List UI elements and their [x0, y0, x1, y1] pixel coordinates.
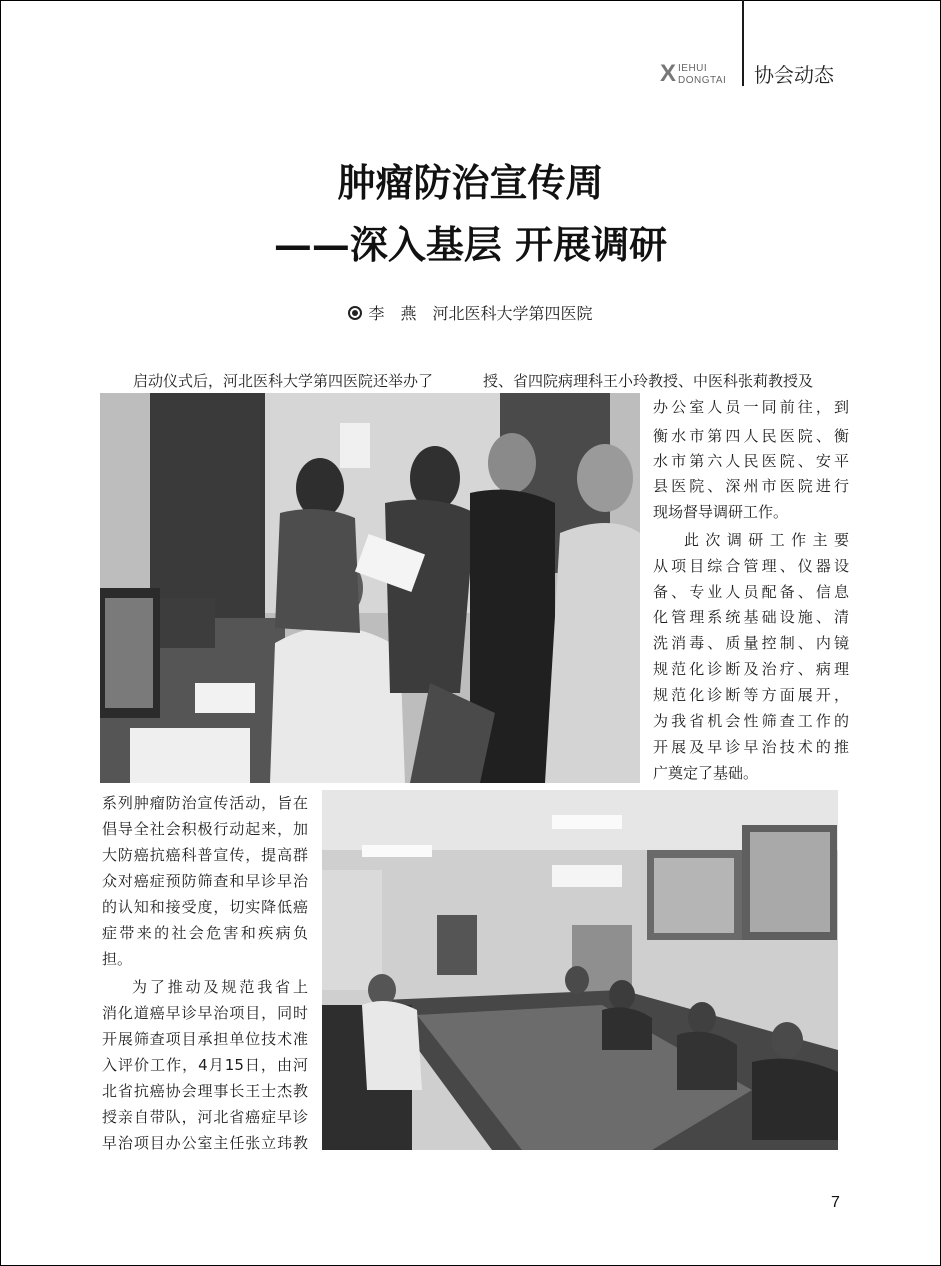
left-col-line: 北省抗癌协会理事长王士杰教	[102, 1082, 308, 1100]
article-title: 肿瘤防治宣传周	[337, 160, 604, 205]
left-col-line: 倡导全社会积极行动起来，加	[102, 820, 308, 838]
right-col-line: 备、专业人员配备、信息	[653, 583, 849, 601]
page-number: 7	[831, 1194, 840, 1211]
section-name: 协会动态	[754, 63, 834, 87]
right-col-line: 化管理系统基础设施、清	[653, 608, 849, 626]
left-col-line: 入评价工作，4月15日，由河	[102, 1056, 308, 1074]
left-col-line: 症带来的社会危害和疾病负	[102, 924, 308, 942]
byline	[0, 303, 941, 325]
left-col-line: 为了推动及规范我省上	[132, 978, 308, 996]
article-subtitle: ——深入基层 开展调研	[273, 222, 668, 267]
right-col-line: 开展及早诊早治技术的推	[653, 738, 849, 756]
left-col-line: 早治项目办公室主任张立玮教	[102, 1134, 308, 1152]
right-col-line: 规范化诊断及治疗、病理	[653, 660, 849, 678]
intro-line: 启动仪式后，河北医科大学第四医院还举办了	[133, 372, 434, 390]
right-col-line: 现场督导调研工作。	[653, 503, 789, 521]
logo-letter: X	[660, 60, 677, 87]
right-col-line: 衡水市第四人民医院、衡	[653, 427, 849, 445]
left-col-line: 系列肿瘤防治宣传活动，旨在	[102, 794, 308, 812]
meeting-photo	[322, 790, 838, 1150]
right-col-line: 广奠定了基础。	[653, 764, 759, 782]
left-col-line: 众对癌症预防筛查和早诊早治	[102, 872, 308, 890]
byline-text: 李 燕 河北医科大学第四医院	[368, 304, 593, 323]
left-col-line: 担。	[102, 950, 133, 968]
right-col-line: 规范化诊断等方面展开，	[653, 686, 849, 704]
right-col-line: 洗消毒、质量控制、内镜	[653, 634, 849, 652]
left-col-line: 消化道癌早诊早治项目，同时	[102, 1004, 308, 1022]
inspection-photo-graphic	[100, 393, 640, 783]
right-col-line: 县医院、深州市医院进行	[653, 477, 849, 495]
left-col-line: 的认知和接受度，切实降低癌	[102, 898, 308, 916]
left-col-line: 开展筛查项目承担单位技术准	[102, 1030, 308, 1048]
meeting-photo-graphic	[322, 790, 838, 1150]
right-col-line: 为我省机会性筛查工作的	[653, 712, 849, 730]
header-divider	[742, 0, 744, 86]
right-col-line: 从项目综合管理、仪器设	[653, 557, 849, 575]
left-col-line: 大防癌抗癌科普宣传，提高群	[102, 846, 308, 864]
right-col-line: 水市第六人民医院、安平	[653, 452, 849, 470]
right-col-line: 此次调研工作主要	[684, 531, 849, 549]
right-top-line: 授、省四院病理科王小玲教授、中医科张莉教授及	[483, 372, 814, 390]
logo-line1: IEHUI	[678, 63, 708, 74]
left-col-line: 授亲自带队，河北省癌症早诊	[102, 1108, 308, 1126]
byline-bullet-icon	[348, 306, 362, 320]
right-col-line: 办公室人员一同前往，到	[653, 398, 849, 416]
inspection-photo	[100, 393, 640, 783]
logo-line2: DONGTAI	[678, 75, 727, 86]
